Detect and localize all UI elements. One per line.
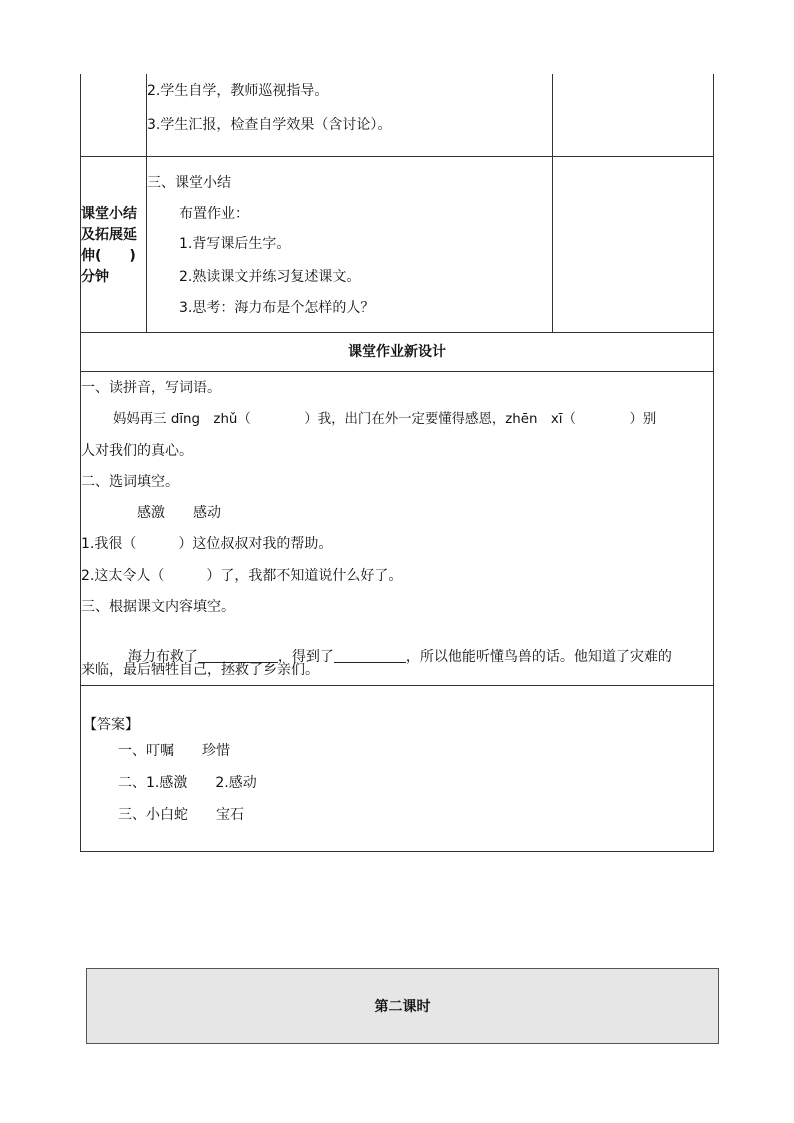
question-3-part-a: 海力布救了 <box>127 649 198 665</box>
question-2-item-2: 2.这太令人（ ）了，我都不知道说什么好了。 <box>81 568 403 584</box>
answer-blank-2[interactable] <box>334 648 406 663</box>
col-divider-1 <box>146 74 147 332</box>
answers-title: 【答案】 <box>83 717 139 733</box>
answer-2: 二、1.感激 2.感动 <box>118 775 257 791</box>
question-2-title: 二、选词填空。 <box>81 474 179 490</box>
row-divider-1 <box>80 156 714 157</box>
question-1-title: 一、读拼音，写词语。 <box>81 380 221 396</box>
homework-title: 布置作业： <box>179 206 249 222</box>
step-2-text: 2.学生自学，教师巡视指导。 <box>147 83 329 99</box>
table-bottom-border <box>80 851 714 852</box>
answer-3: 三、小白蛇 宝石 <box>118 807 244 823</box>
col-divider-2 <box>552 74 553 332</box>
second-lesson-title: 第二课时 <box>374 999 431 1015</box>
question-3-title: 三、根据课文内容填空。 <box>81 599 235 615</box>
summary-label-line-3: 伸( ) <box>81 248 136 264</box>
homework-item-2: 2.熟读课文并练习复述课文。 <box>179 269 361 285</box>
question-3-part-b: ，得到了 <box>277 649 334 665</box>
question-3-part-c: ，所以他能听懂鸟兽的话。他知道了灾难的 <box>405 649 672 665</box>
summary-label-line-1: 课堂小结 <box>81 206 137 222</box>
question-2-word-choices: 感激 感动 <box>137 505 221 521</box>
second-lesson-header <box>86 968 719 1044</box>
homework-item-1: 1.背写课后生字。 <box>179 236 291 252</box>
question-1-line-1: 妈妈再三 dīng zhǔ（ ）我，出门在外一定要懂得感恩，zhēn xī（ ）别 <box>113 412 657 427</box>
homework-item-3: 3.思考：海力布是个怎样的人？ <box>179 300 375 316</box>
question-2-item-1: 1.我很（ ）这位叔叔对我的帮助。 <box>81 536 333 552</box>
step-3-text: 3.学生汇报，检查自学效果（含讨论）。 <box>147 117 392 133</box>
summary-label-line-4: 分钟 <box>81 269 109 285</box>
question-3-line-2: 来临，最后牺牲自己，拯救了乡亲们。 <box>81 662 319 678</box>
answer-1: 一、叮嘱 珍惜 <box>118 743 230 759</box>
table-left-border <box>80 74 81 852</box>
summary-row-label <box>81 204 147 288</box>
row-divider-4 <box>80 685 714 686</box>
row-divider-2 <box>80 332 714 333</box>
row-divider-3 <box>80 371 714 372</box>
table-right-border <box>713 74 714 852</box>
summary-title: 三、课堂小结 <box>147 175 231 191</box>
summary-label-line-2: 及拓展延 <box>81 227 137 243</box>
question-1-line-2: 人对我们的真心。 <box>81 443 193 459</box>
homework-design-title: 课堂作业新设计 <box>348 344 446 360</box>
